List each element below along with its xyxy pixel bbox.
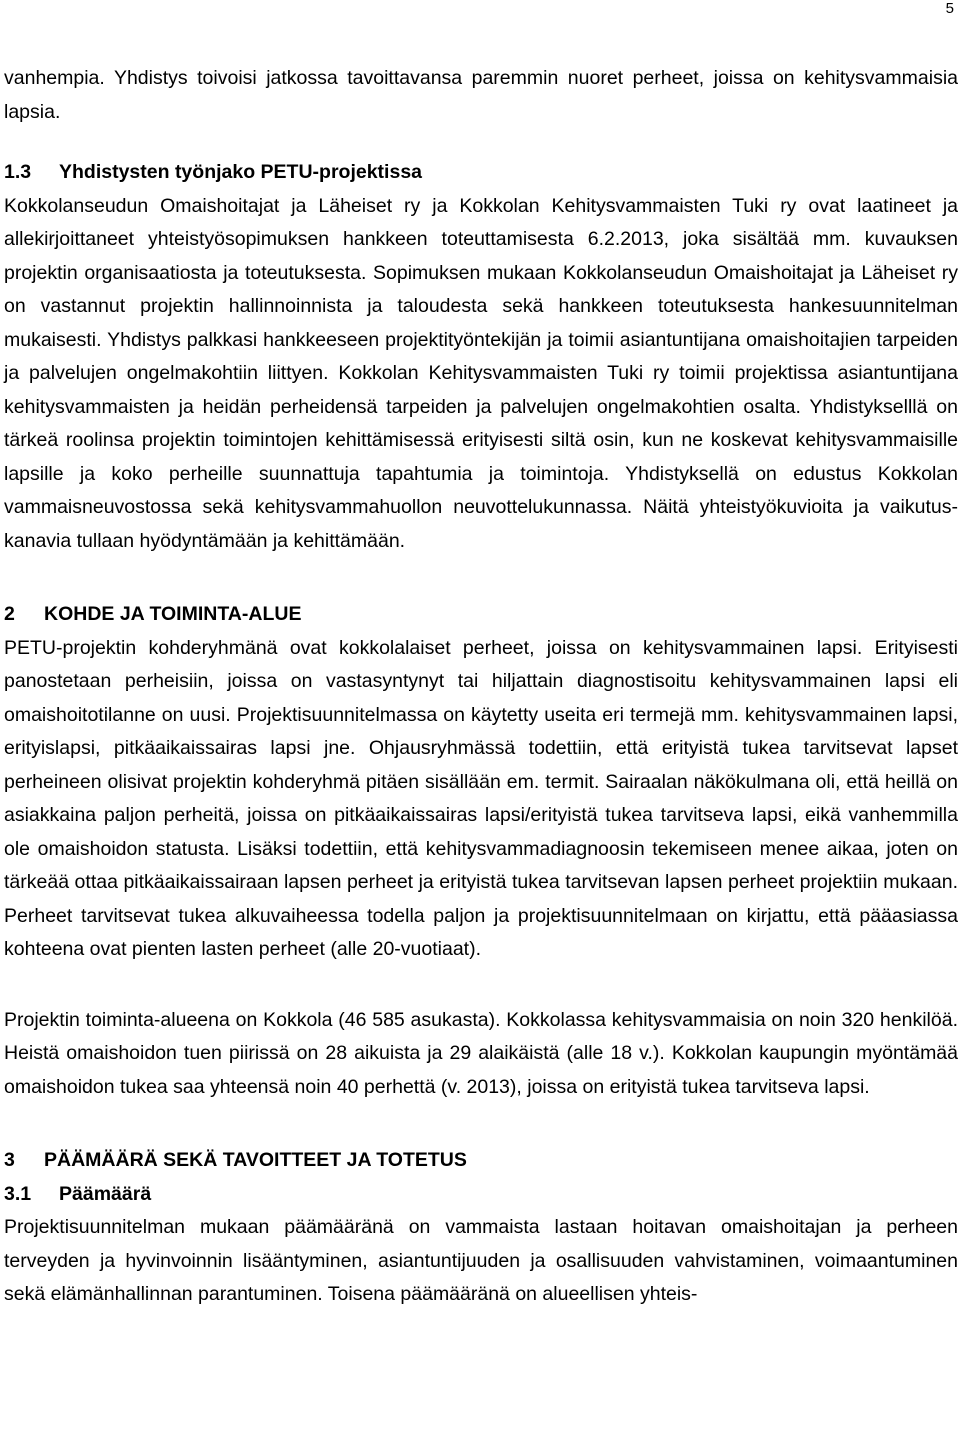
heading-text: Yhdistysten työnjako PETU-projektissa — [59, 161, 423, 183]
heading-number: 3 — [4, 1149, 15, 1171]
paragraph-intro: vanhempia. Yhdistys toivoisi jatkossa tavoittavansa paremmin nuoret perheet, joissa on kehitysvammaisia lapsia. — [4, 67, 958, 123]
paragraph-division-of-labour: Kokkolanseudun Omaishoitajat ja Läheiset ry ja Kokkolan Kehitysvammaisten Tuki ry ovat laatineet ja allekirjoittaneet yhteistyösopimuksen hankkeen toteuttamisesta 6.2.2013, joka sisältää mm. kuvauksen projektin organisaatiosta ja toteutuksesta. Sopimuksen mukaan Kokkolanseudun Omaishoitajat ja Läheiset ry on vastannut projektin hallinnoinnista ja taloudesta sekä hankkeen toteutuksesta hankesuunnitelman mukaisesti. Yhdistys palkkasi hankkeeseen projektityöntekijän ja toimii asiantuntijana omaishoitajien tarpeiden ja palvelujen ongelmakohtiin liittyen. Kokkolan Kehitysvammaisten Tuki ry toimii projektissa asiantuntijana kehitysvammaisten ja heidän perheidensä tarpeiden ja palvelujen ongelmakohtien osalta. Yhdistykselllä on tärkeä roolinsa projektin toimintojen kehittämisessä erityisesti siltä osin, kun ne koskevat kehitysvammaisille lapsille ja koko perheille suunnattuja tapahtumia ja toimintoja. Yhdistyksellä on edustus Kokkolan vammaisneuvostossa sekä kehitysvammahuollon neuvottelukunnassa. Näitä yhteistyökuvioita ja vaikutuskanavia tullaan hyödyntämään ja kehittämään. — [4, 194, 958, 552]
heading-2 — [4, 598, 958, 632]
heading-number: 1.3 — [4, 161, 32, 183]
document-body — [4, 62, 958, 1312]
heading-1-3 — [4, 156, 958, 190]
paragraph-main-goal: Projektisuunnitelman mukaan päämääränä on vammaista lastaan hoitavan omaishoitajan ja perheen terveyden ja hyvinvoinnin lisääntyminen, asiantuntijuuden ja osallisuuden vahvistaminen, voimaantuminen sekä elämänhallinnan parantuminen. Toisena päämääränä on alueellisen yhteis- — [4, 1216, 958, 1305]
paragraph-target-group: PETU-projektin kohderyhmänä ovat kokkolalaiset perheet, joissa on kehitysvammainen lapsi. Erityisesti panostetaan perheisiin, joissa on vastasyntynyt tai hiljattain diagnostisoitu kehitysvammainen lapsi eli omaishoitotilanne on uusi. Projektisuunnitelmassa on käytetty useita eri termejä mm. kehitysvammainen lapsi, erityislapsi, pitkäaikaissairas lapsi jne. Ohjausryhmässä todettiin, että erityistä tukea tarvitsevat lapset perheineen olisivat projektin kohderyhmä pitäen sisällään em. termit. Sairaalan näkökulmana oli, että heillä on asiakkaina paljon perheitä, joissa on pitkäaikaissairas lapsi/erityistä tukea tarvitseva lapsi, eikä vanhemmilla ole omaishoidon statusta. Lisäksi todettiin, että kehitysvammadiagnoosin tekemiseen menee aikaa, joten on tärkeää ottaa pitkäaikaissairaan lapsen perheet ja erityistä tukea tarvitsevan lapsen perheet projektiin mukaan. Perheet tarvitsevat tukea alkuvaiheessa todella paljon ja projektisuunnitelmaan on kirjattu, että pääasiassa kohteena ovat pienten lasten perheet (alle 20-vuotiaat). — [4, 636, 958, 960]
heading-text: PÄÄMÄÄRÄ SEKÄ TAVOITTEET JA TOTETUS — [44, 1149, 467, 1171]
heading-text: KOHDE JA TOIMINTA-ALUE — [44, 603, 302, 625]
page-number: 5 — [945, 0, 954, 17]
heading-3 — [4, 1144, 958, 1178]
heading-number: 2 — [4, 603, 15, 625]
heading-number: 3.1 — [4, 1182, 32, 1205]
heading-text: Päämäärä — [59, 1182, 152, 1205]
heading-3-1 — [4, 1178, 958, 1212]
paragraph-operating-area: Projektin toiminta-alueena on Kokkola (46 585 asukasta). Kokkolassa kehitysvammaisia on noin 320 henkilöä. Heistä omaishoidon tuen piirissä on 28 aikuista ja 29 alaikäistä (alle 18 v.). Kokkolan kaupungin myöntämää omaishoidon tukea saa yhteensä noin 40 perhettä (v. 2013), joissa on erityistä tukea tarvitseva lapsi. — [4, 1008, 958, 1098]
